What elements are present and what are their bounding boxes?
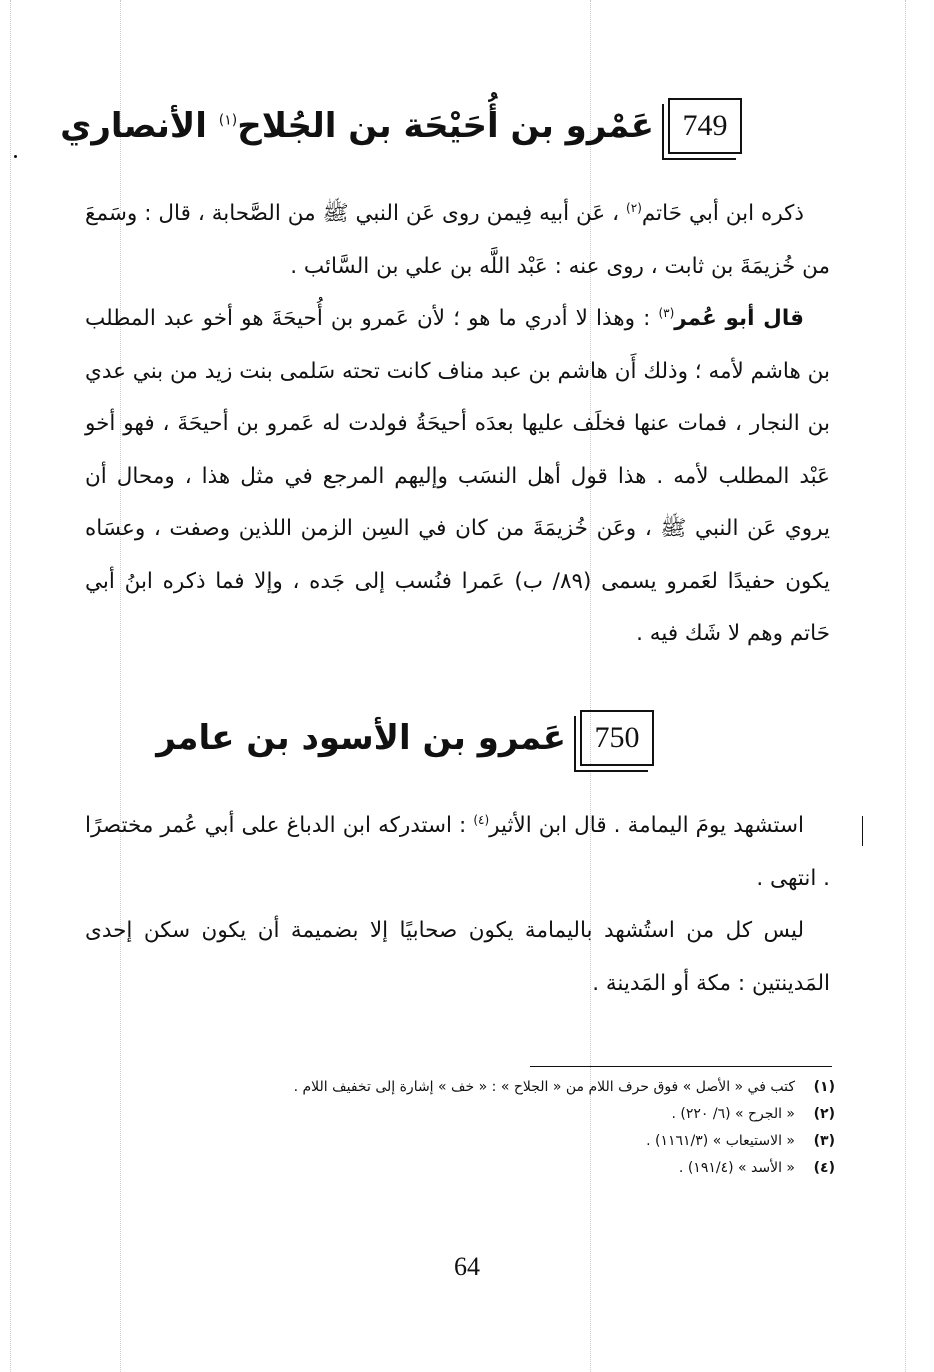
footnote-ref: (٢)	[626, 200, 642, 215]
margin-mark	[862, 816, 863, 846]
footnote-separator	[530, 1066, 832, 1067]
text-run: ذكره ابن أبي حَاتم	[641, 201, 804, 226]
entry-750-header	[156, 710, 654, 766]
paragraph	[85, 293, 830, 661]
entry-749-header	[60, 98, 742, 154]
entry-number: 750	[594, 721, 640, 754]
paragraph	[85, 188, 830, 293]
page-number: 64	[454, 1252, 480, 1281]
text-run: استشهد يومَ اليمامة . قال ابن الأثير	[489, 813, 804, 838]
footnote-text: « الجرح » (٦/ ٢٢٠) .	[671, 1106, 795, 1122]
paragraph	[85, 800, 830, 905]
footnote-ref: (٣)	[658, 305, 675, 320]
text-run: : وهذا لا أدري ما هو ؛ لأن عَمرو بن أُحيحَةَ هو أخو عبد المطلب بن هاشم لأمه ؛ وذلك أَن هاشم بن عبد مناف كانت تحته سَلمى بنت زيد من بني عدي بن النجار ، فمات عنها فخلَف عليها بعدَه أحيحَةُ فولدت له عَمرو بن أحيحَةَ ، فهو أخو عَبْد المطلب لأمه . هذا قول أهل النسَب وإليهم المرجع في مثل هذا ، ومحال أن يروي عَن النبي ﷺ ، وعَن خُزيمَةَ من كان في السِن الزمن اللذين وصفت ، وعسَاه يكون حفيدًا لعَمرو يسمى (٨٩/ ب) عَمرا فنُسب إلى جَده ، وإلا فما ذكره ابنُ أبي حَاتم وهم لا شَك فيه .	[85, 306, 830, 646]
footnote	[95, 1074, 835, 1101]
entry-750-body	[85, 800, 830, 1010]
entry-title-text: عَمرو بن الأسود بن عامر	[156, 718, 566, 758]
entry-title	[60, 106, 654, 146]
entry-number-box	[668, 98, 742, 154]
scan-guide-line	[905, 0, 906, 1372]
footnote-ref: (٤)	[473, 812, 490, 827]
footnote	[95, 1128, 835, 1155]
footnote-text: « الأسد » (١٩١/٤) .	[678, 1160, 795, 1176]
entry-title-text: عَمْرو بن أُحَيْحَة بن الجُلاح	[237, 106, 654, 146]
footnotes	[95, 1074, 835, 1182]
entry-title	[156, 718, 566, 758]
text-run: : استدركه ابن الدباغ على أبي عُمر مختصرًا . انتهى .	[85, 813, 830, 891]
scan-speck	[14, 155, 17, 158]
text-run-bold: قال أبو عُمر	[674, 306, 804, 331]
entry-title-suffix: الأنصاري	[60, 106, 219, 146]
entry-number: 749	[682, 109, 728, 142]
paragraph	[85, 905, 830, 1010]
footnote	[95, 1155, 835, 1182]
entry-749-body	[85, 188, 830, 661]
scan-guide-line	[10, 0, 11, 1372]
footnote-number: (٣)	[813, 1133, 835, 1149]
text-run: ليس كل من استُشهد باليمامة يكون صحابيًا إلا بضميمة أن يكون سكن إحدى المَدينتين : مكة أو المَدينة .	[85, 918, 830, 996]
footnote-text: « الاستيعاب » (١١٦١/٣) .	[646, 1133, 795, 1149]
entry-number-box	[580, 710, 654, 766]
entry-title-footnote-ref: (١)	[218, 112, 238, 129]
footnote	[95, 1101, 835, 1128]
footnote-number: (١)	[813, 1079, 835, 1095]
footnote-number: (٢)	[813, 1106, 835, 1122]
footnote-text: كتب في « الأصل » فوق حرف اللام من « الجلاح » : « خف » إشارة إلى تخفيف اللام .	[293, 1079, 795, 1095]
text-run: ، عَن أبيه فِيمن روى عَن النبي ﷺ من الصَّحابة ، قال : وسَمعَ من خُزيمَةَ بن ثابت ، روى عنه : عَبْد اللَّه بن علي بن السَّائب .	[85, 201, 830, 279]
footnote-number: (٤)	[813, 1160, 835, 1176]
